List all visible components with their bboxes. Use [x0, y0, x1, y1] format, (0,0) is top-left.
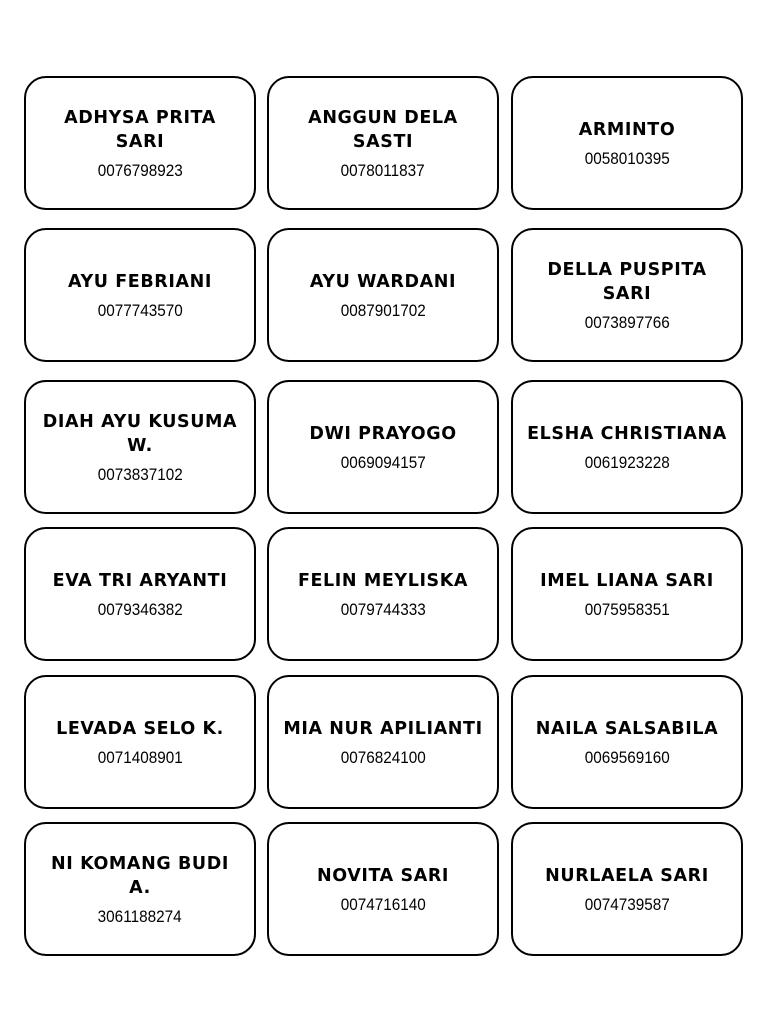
name-card	[24, 228, 256, 362]
student-name: DIAH AYU KUSUMA W.	[42, 411, 238, 456]
name-card	[267, 228, 499, 362]
student-name: EVA TRI ARYANTI	[52, 570, 228, 591]
student-number: 0069569160	[584, 747, 670, 767]
student-number: 0079346382	[97, 599, 183, 619]
student-number: 3061188274	[98, 906, 182, 926]
student-name: ELSHA CHRISTIANA	[527, 423, 727, 444]
student-number: 0077743570	[97, 300, 183, 320]
student-number: 0079744333	[340, 599, 426, 619]
name-card	[24, 527, 256, 661]
name-card	[511, 822, 743, 956]
student-name: ADHYSA PRITA SARI	[64, 107, 216, 152]
student-number: 0061923228	[584, 452, 670, 472]
student-number: 0074739587	[584, 894, 670, 914]
name-card	[267, 675, 499, 809]
student-name: IMEL LIANA SARI	[540, 570, 714, 591]
name-card	[24, 76, 256, 210]
student-name: ARMINTO	[578, 119, 676, 140]
name-card	[511, 527, 743, 661]
name-card	[511, 380, 743, 514]
student-name: NI KOMANG BUDI A.	[51, 853, 229, 898]
name-card	[24, 380, 256, 514]
name-card	[511, 228, 743, 362]
student-number: 0076798923	[97, 160, 183, 180]
student-number: 0058010395	[584, 148, 670, 168]
student-name: LEVADA SELO K.	[56, 718, 224, 739]
student-name: ANGGUN DELA SASTI	[308, 107, 458, 152]
name-card	[267, 822, 499, 956]
student-number: 0076824100	[340, 747, 426, 767]
student-number: 0069094157	[340, 452, 426, 472]
student-name: NOVITA SARI	[316, 865, 450, 886]
student-number: 0071408901	[97, 747, 183, 767]
name-card	[511, 675, 743, 809]
student-number: 0087901702	[340, 300, 426, 320]
student-number: 0078011837	[341, 160, 425, 180]
name-card	[267, 380, 499, 514]
student-number: 0075958351	[584, 599, 670, 619]
student-name: NURLAELA SARI	[545, 865, 709, 886]
student-name: DWI PRAYOGO	[309, 423, 457, 444]
name-card	[24, 675, 256, 809]
student-name: NAILA SALSABILA	[535, 718, 719, 739]
student-name: MIA NUR APILIANTI	[283, 718, 483, 739]
name-card	[511, 76, 743, 210]
name-card	[267, 527, 499, 661]
student-name: AYU WARDANI	[309, 271, 457, 292]
student-name: FELIN MEYLISKA	[297, 570, 469, 591]
student-number: 0073897766	[584, 312, 670, 332]
name-card	[24, 822, 256, 956]
name-card	[267, 76, 499, 210]
student-number: 0073837102	[97, 464, 183, 484]
student-number: 0074716140	[340, 894, 426, 914]
student-name: AYU FEBRIANI	[68, 271, 212, 292]
student-name: DELLA PUSPITA SARI	[547, 259, 707, 304]
